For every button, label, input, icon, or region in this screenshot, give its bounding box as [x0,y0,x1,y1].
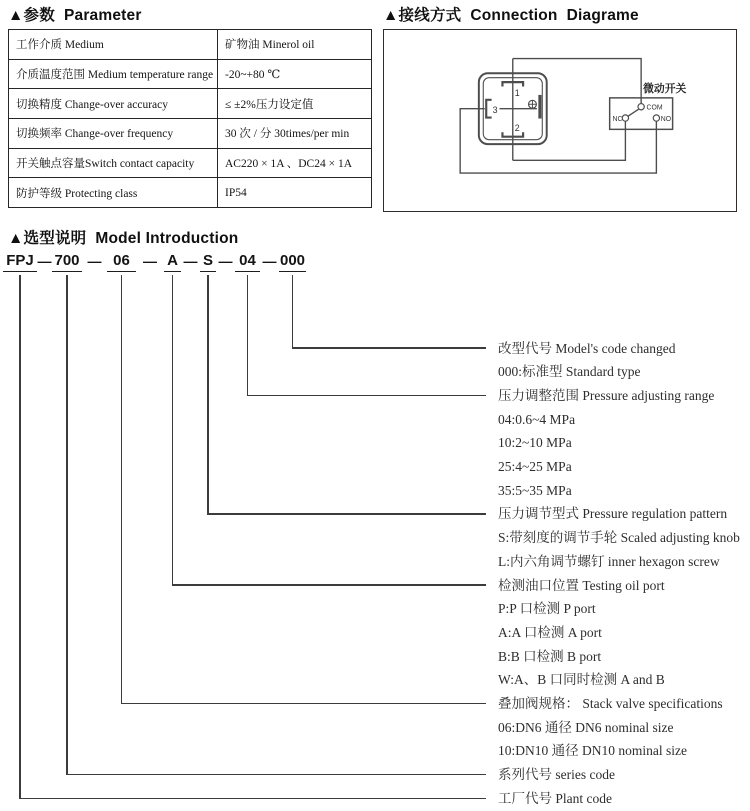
model-code-segment: 700 [52,252,82,272]
model-code-separator: — [143,253,157,269]
leader-horizontal-line [121,703,487,705]
leader-vertical-line [247,275,249,395]
terminal-nc-label: NC [612,115,623,123]
model-category-label: 系列代号 series code [498,767,615,783]
model-code-separator: — [87,253,102,269]
model-code-segment: 04 [235,252,260,272]
leader-vertical-line [66,275,68,775]
micro-switch-label: 微动开关 [643,82,687,95]
leader-horizontal-line [207,513,486,515]
leader-horizontal-line [247,395,487,397]
section-title-connection: ▲接线方式 Connection Diagrame [383,7,639,24]
model-option-label: 25:4~25 MPa [498,459,572,474]
leader-vertical-line [292,275,294,348]
param-value: AC220 × 1A 、DC24 × 1A [218,148,372,178]
model-option-label: P:P 口检测 P port [498,601,596,617]
param-value: 30 次 / 分 30times/per min [218,119,372,149]
model-option-label: 000:标准型 Standard type [498,364,641,380]
pin-2-label: 2 [514,122,520,133]
leader-vertical-line [121,275,123,704]
model-category-label: 检测油口位置 Testing oil port [498,577,665,593]
leader-horizontal-line [19,798,486,800]
model-code-segment: FPJ [3,252,37,272]
pin-3-label: 3 [492,105,498,116]
param-label: 切换精度 Change-over accuracy [9,89,218,119]
model-code-separator: — [37,253,52,269]
model-option-label: 35:5~35 MPa [498,482,572,498]
section-title-parameter: ▲参数 Parameter [8,7,142,24]
leader-horizontal-line [292,347,487,349]
param-value: -20~+80 ℃ [218,59,372,89]
param-label: 切换频率 Change-over frequency [9,119,218,149]
param-value: ≤ ±2%压力设定值 [218,89,372,119]
pin-1-label: 1 [514,87,520,98]
model-option-label: A:A 口检测 A port [498,624,602,640]
terminal-no-label: NO [660,115,672,123]
model-code-segment: 06 [107,252,136,272]
param-label: 开关触点容量Switch contact capacity [9,148,218,178]
model-code-segment: 000 [279,252,306,272]
param-label: 防护等级 Protecting class [9,178,218,208]
model-option-label: B:B 口检测 B port [498,648,602,664]
model-code-separator: — [183,253,198,269]
model-option-label: 04:0.6~4 MPa [498,411,576,427]
model-category-label: 压力调节型式 Pressure regulation pattern [498,506,728,522]
model-category-label: 改型代号 Model's code changed [498,340,676,356]
leader-vertical-line [207,275,209,514]
model-code-segment: S [200,252,216,272]
leader-horizontal-line [172,584,487,586]
param-value: IP54 [218,178,372,208]
leader-vertical-line [19,275,21,798]
model-code-separator: — [262,253,277,269]
terminal-com-label: COM [646,104,663,112]
param-label: 工作介质 Medium [9,30,218,60]
model-option-label: W:A、B 口同时检测 A and B [498,672,665,688]
model-option-label: 10:DN10 通径 DN10 nominal size [498,743,687,759]
model-category-label: 压力调整范围 Pressure adjusting range [498,387,715,403]
model-category-label: 叠加阀规格： Stack valve specifications [498,696,723,711]
model-option-label: 06:DN6 通径 DN6 nominal size [498,719,674,735]
leader-vertical-line [172,275,174,585]
model-option-label: 10:2~10 MPa [498,435,572,451]
model-option-label: S:带刻度的调节手轮 Scaled adjusting knob [498,530,740,546]
model-option-label: L:内六角调节螺钉 inner hexagon screw [498,553,720,569]
model-code-separator: — [218,253,233,269]
model-category-label: 工厂代号 Plant code [498,790,612,806]
model-code-segment: A [164,252,181,272]
param-label: 介质温度范围 Medium temperature range [9,59,218,89]
param-value: 矿物油 Minerol oil [218,30,372,60]
section-title-model: ▲选型说明 Model Introduction [8,230,239,247]
leader-horizontal-line [66,774,486,776]
